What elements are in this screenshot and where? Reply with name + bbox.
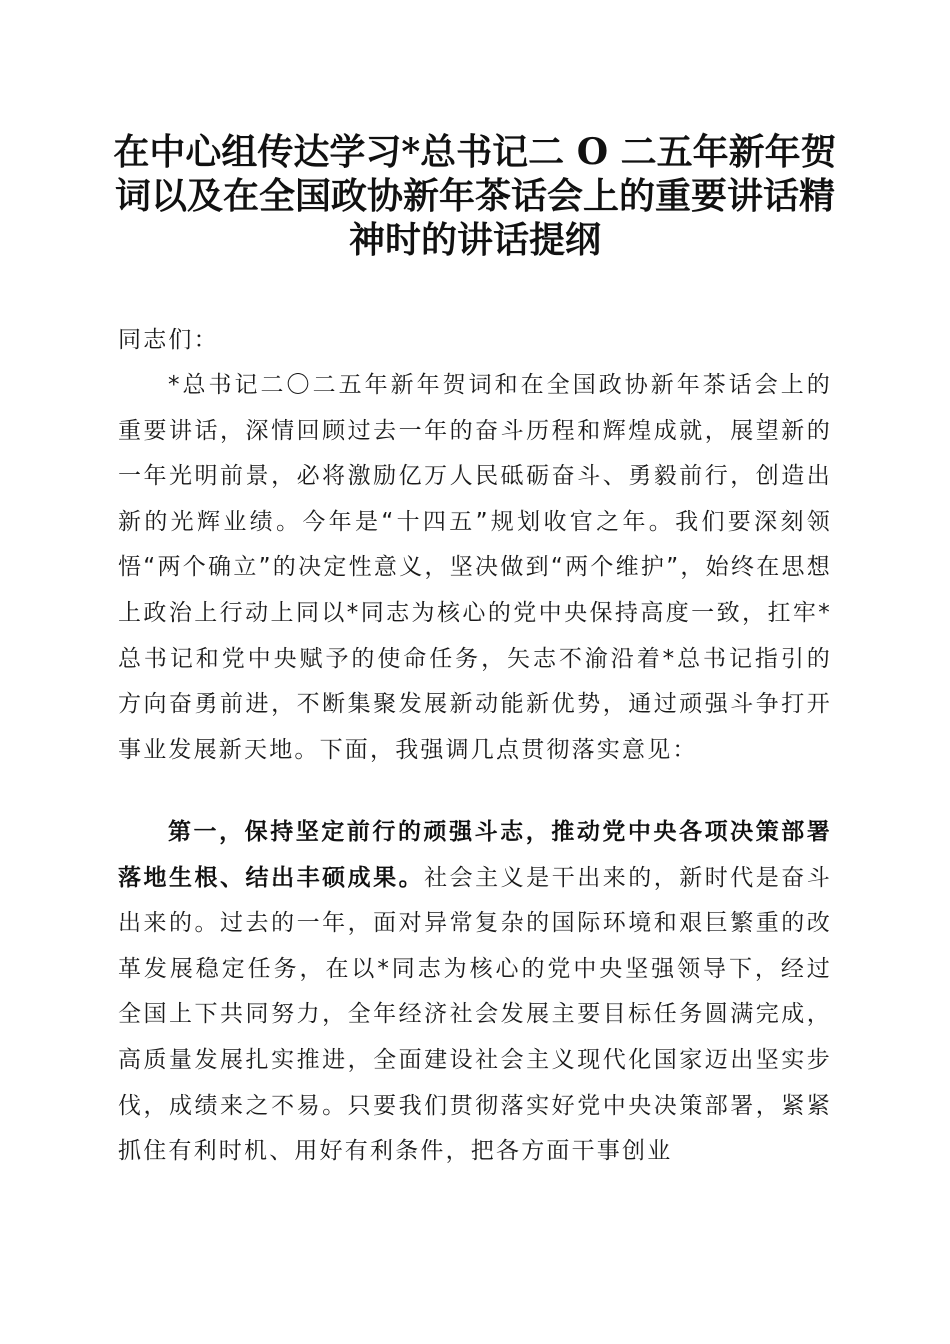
document-title: 在中心组传达学习*总书记二 O 二五年新年贺词以及在全国政协新年茶话会上的重要讲话精神时的讲话提纲 [113, 131, 837, 261]
salutation: 同志们： [118, 327, 219, 353]
first-point-heading: 第一，保持坚定前行的顽强斗志，推动党中央各项决策部署落地生根、结出丰硕成果。 [118, 819, 832, 891]
paragraph-first-point [118, 810, 832, 1175]
first-point-text: 社会主义是干出来的，新时代是奋斗出来的。过去的一年，面对异常复杂的国际环境和艰巨繁重的改革发展稳定任务，在以*同志为核心的党中央坚强领导下，经过全国上下共同努力，全年经济社会发展主要目标任务圆满完成，高质量发展扎实推进，全面建设社会主义现代化国家迈出坚实步伐，成绩来之不易。只要我们贯彻落实好党中央决策部署，紧紧抓住有利时机、用好有利条件，把各方面干事创业 [118, 864, 833, 1165]
paragraph-intro-text: *总书记二〇二五年新年贺词和在全国政协新年茶话会上的重要讲话，深情回顾过去一年的奋斗历程和辉煌成就，展望新的一年光明前景，必将激励亿万人民砥砺奋斗、勇毅前行，创造出新的光辉业绩。今年是“十四五”规划收官之年。我们要深刻领悟“两个确立”的决定性意义，坚决做到“两个维护”，始终在思想上政治上行动上同以*同志为核心的党中央保持高度一致，扛牢*总书记和党中央赋予的使命任务，矢志不渝沿着*总书记指引的方向奋勇前进，不断集聚发展新动能新优势，通过顽强斗争打开事业发展新天地。下面，我强调几点贯彻落实意见： [118, 372, 832, 763]
paragraph-intro [118, 363, 832, 773]
